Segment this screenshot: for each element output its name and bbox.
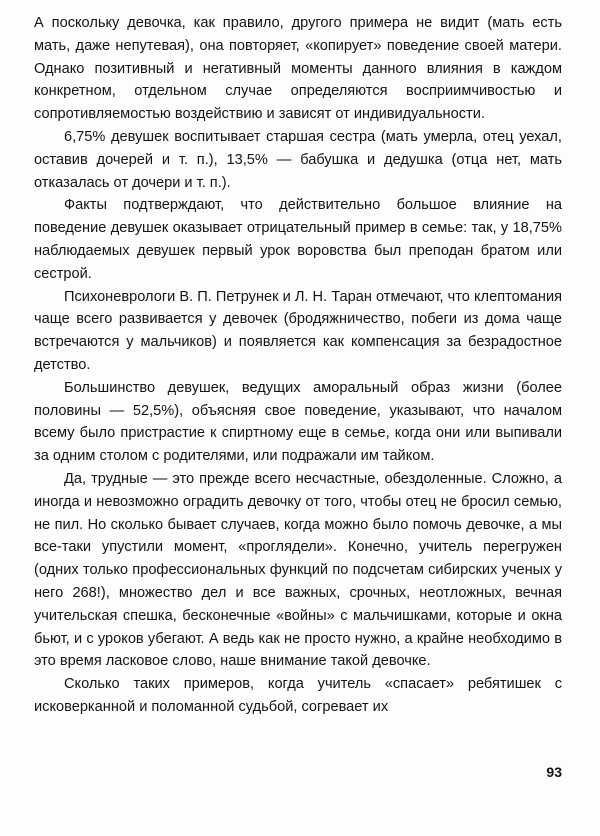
- paragraph-7: Сколько таких примеров, когда учитель «спасает» ребятишек с исковерканной и поломанной судьбой, согревает их: [34, 676, 562, 715]
- paragraph-1: А поскольку девочка, как правило, другого примера не видит (мать есть мать, даже непутевая), она повторяет, «копирует» поведение своей матери. Однако позитивный и негативный моменты данного влияния в каждом конкретном, отдельном случае определяются восприимчивостью и сопротивляемостью воздействию и зависят от индивидуальности.: [34, 15, 562, 123]
- paragraph-2: 6,75% девушек воспитывает старшая сестра (мать умерла, отец уехал, оставив дочерей и т. п.), 13,5% — бабушка и дедушка (отца нет, мать отказалась от дочери и т. п.).: [34, 128, 562, 191]
- paragraph-6: Да, трудные — это прежде всего несчастные, обездоленные. Сложно, а иногда и невозможно оградить девочку от того, чтобы отец не бросил семью, не пил. Но сколько бывает случаев, когда можно было помочь девочке, а мы все-таки упустили момент, «проглядели». Конечно, учитель перегружен (одних только профессиональных функций по подсчетам сибирских ученых у него 268!), множество дел и все важных, срочных, неотложных, вечная учительская спешка, бесконечные «войны» с мальчишками, которые и окна бьют, и с уроков убегают. А ведь как не просто нужно, а крайне необходимо в это время ласковое слово, наше внимание такой девочке.: [34, 470, 562, 670]
- paragraph-4: Психоневрологи В. П. Петрунек и Л. Н. Таран отмечают, что клептомания чаще всего развивается у девочек (бродяжничество, побеги из дома чаще встречаются у мальчиков) и появляется как компенсация за безрадостное детство.: [34, 288, 562, 373]
- paragraph-5: Большинство девушек, ведущих аморальный образ жизни (более половины — 52,5%), объясняя свое поведение, указывают, что началом всему было пристрастие к спиртному еще в семье, когда они или выпивали за одним столом с родителями, или подражали им тайком.: [34, 379, 562, 465]
- page-number: 93: [546, 764, 562, 780]
- body-text: [34, 12, 562, 719]
- paragraph-3: Факты подтверждают, что действительно большое влияние на поведение девушек оказывает отрицательный пример в семье: так, у 18,75% наблюдаемых девушек первый урок воровства был преподан братом или сестрой.: [34, 197, 562, 282]
